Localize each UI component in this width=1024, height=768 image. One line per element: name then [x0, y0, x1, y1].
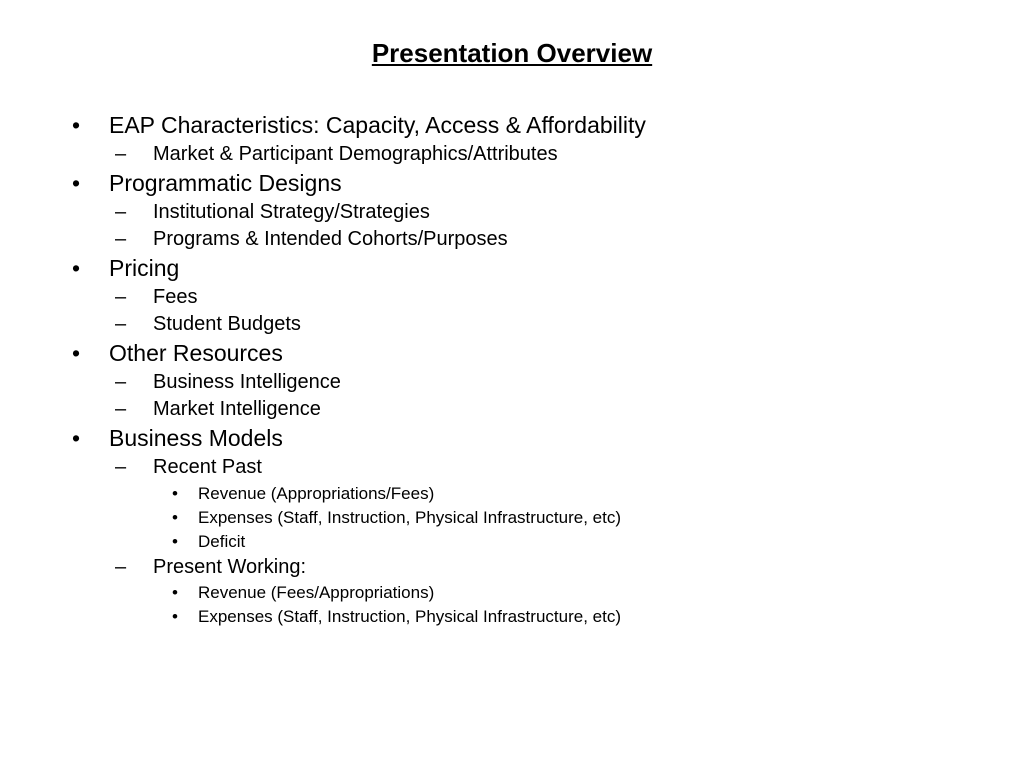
list-item — [172, 508, 621, 528]
list-item-text: EAP Characteristics: Capacity, Access & Affordability — [109, 112, 646, 138]
bullet-icon: • — [172, 508, 178, 527]
list-item — [72, 425, 283, 452]
list-item — [72, 340, 283, 367]
dash-marker: – — [115, 286, 127, 308]
list-item-text: Fees — [153, 286, 198, 308]
list-item-text: Programs & Intended Cohorts/Purposes — [153, 228, 508, 250]
list-item-text: Market Intelligence — [153, 398, 321, 420]
dash-marker: – — [115, 456, 127, 478]
list-item — [115, 143, 558, 166]
dash-marker: – — [115, 201, 127, 223]
list-item — [172, 607, 621, 627]
bullet-icon: • — [172, 607, 178, 626]
list-item — [115, 286, 197, 309]
list-item-text: Student Budgets — [153, 313, 301, 335]
list-item-text: Other Resources — [109, 340, 283, 366]
list-item-text: Deficit — [198, 532, 246, 551]
list-item — [115, 556, 306, 579]
dash-marker: – — [115, 398, 127, 420]
list-item-text: Recent Past — [153, 456, 262, 478]
list-item — [115, 228, 508, 251]
list-item-text: Market & Participant Demographics/Attributes — [153, 143, 558, 165]
dash-marker: – — [115, 556, 127, 578]
list-item — [172, 583, 434, 603]
list-item-text: Expenses (Staff, Instruction, Physical Infrastructure, etc) — [198, 508, 621, 527]
list-item — [115, 313, 301, 336]
list-item — [72, 170, 342, 197]
bullet-icon: • — [72, 112, 81, 138]
list-item-text: Business Intelligence — [153, 371, 341, 393]
list-item-text: Business Models — [109, 425, 283, 451]
bullet-icon: • — [72, 340, 81, 366]
list-item-text: Revenue (Fees/Appropriations) — [198, 583, 435, 602]
list-item — [115, 371, 341, 394]
list-item — [115, 456, 262, 479]
bullet-icon: • — [172, 484, 178, 503]
dash-marker: – — [115, 313, 127, 335]
list-item — [115, 398, 321, 421]
list-item — [172, 484, 434, 504]
list-item — [72, 112, 646, 139]
list-item — [172, 532, 245, 552]
dash-marker: – — [115, 228, 127, 250]
bullet-icon: • — [72, 170, 81, 196]
list-item-text: Revenue (Appropriations/Fees) — [198, 484, 435, 503]
list-item — [72, 255, 179, 282]
bullet-icon: • — [172, 532, 178, 551]
list-item-text: Pricing — [109, 255, 180, 281]
list-item-text: Expenses (Staff, Instruction, Physical Infrastructure, etc) — [198, 607, 621, 626]
list-item-text: Programmatic Designs — [109, 170, 342, 196]
list-item — [115, 201, 430, 224]
list-item-text: Present Working: — [153, 556, 307, 578]
slide-title: Presentation Overview — [371, 38, 653, 68]
bullet-icon: • — [72, 425, 81, 451]
list-item-text: Institutional Strategy/Strategies — [153, 201, 430, 223]
dash-marker: – — [115, 371, 127, 393]
bullet-icon: • — [172, 583, 178, 602]
bullet-icon: • — [72, 255, 81, 281]
dash-marker: – — [115, 143, 127, 165]
